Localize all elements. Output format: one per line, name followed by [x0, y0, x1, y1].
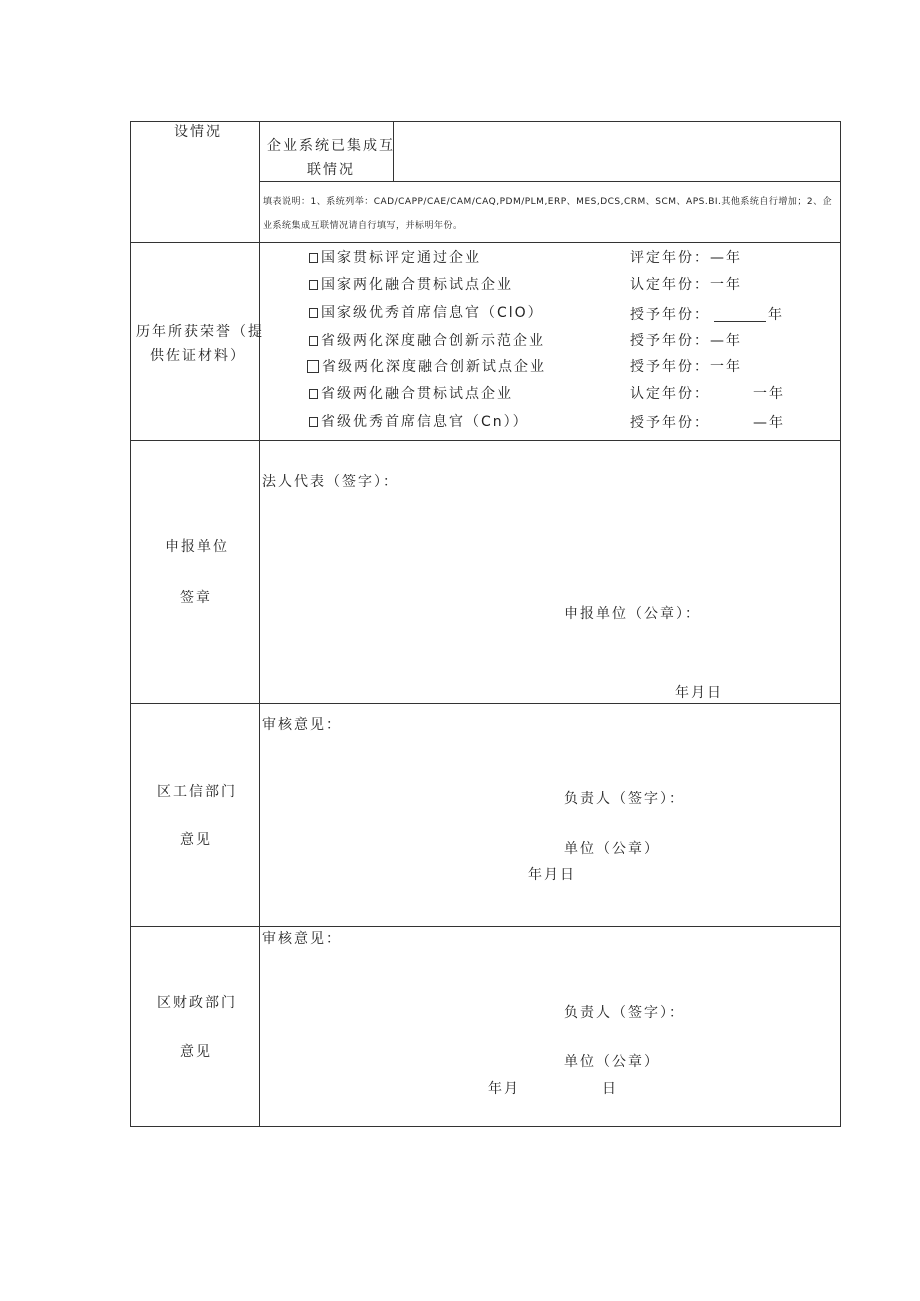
table-right-border	[840, 121, 841, 1127]
checkbox-icon[interactable]	[307, 360, 319, 373]
integration-label-line1: 企业系统已集成互	[267, 138, 395, 154]
table-left-border	[130, 121, 131, 1127]
it-dept-label-line2: 意见	[180, 832, 212, 848]
honor-item-4[interactable]: 省级两化深度融合创新示范企业	[309, 331, 545, 351]
finance-dept-date-day[interactable]: 日	[602, 1081, 618, 1097]
legal-rep-signature[interactable]: 法人代表（签字）：	[262, 474, 399, 490]
integration-label-line2: 联情况	[307, 162, 355, 178]
finance-dept-label-line2: 意见	[180, 1044, 212, 1060]
honor-year-3-suffix: 年	[768, 307, 784, 323]
it-dept-label-line1: 区工信部门	[157, 784, 237, 800]
honor-item-2[interactable]: 国家两化融合贯标试点企业	[309, 275, 513, 295]
applicant-label-line2: 签章	[180, 590, 212, 606]
honor-year-1: 评定年份：—年	[630, 250, 742, 266]
checkbox-icon[interactable]	[309, 308, 318, 318]
honor-item-3[interactable]: 国家级优秀首席信息官（ClO）	[309, 303, 544, 323]
row-divider-4	[130, 926, 841, 927]
checkbox-icon[interactable]	[309, 417, 318, 427]
checkbox-icon[interactable]	[309, 389, 318, 399]
year-blank-line[interactable]	[714, 321, 766, 322]
honors-label-line1: 历年所获荣誉（提	[136, 324, 264, 340]
it-dept-opinion[interactable]: 审核意见：	[262, 717, 342, 733]
honor-year-7-suffix: —年	[753, 415, 785, 431]
checkbox-icon[interactable]	[309, 253, 318, 263]
it-dept-unit-seal[interactable]: 单位（公章）	[564, 841, 660, 857]
applicant-label-line1: 申报单位	[165, 539, 229, 555]
honors-label-line2: 供佐证材料）	[150, 348, 246, 364]
it-dept-responsible-signature[interactable]: 负责人（签字）：	[564, 791, 685, 807]
honor-item-1[interactable]: 国家贯标评定通过企业	[309, 248, 481, 268]
applicant-date[interactable]: 年月日	[675, 685, 723, 701]
integration-input-cell[interactable]	[394, 122, 839, 180]
finance-dept-opinion[interactable]: 审核意见：	[262, 931, 342, 947]
finance-dept-responsible-signature[interactable]: 负责人（签字）：	[564, 1005, 685, 1021]
honor-year-5: 授予年份：一年	[630, 359, 742, 375]
row-divider-2	[130, 440, 841, 441]
applicant-unit-seal[interactable]: 申报单位（公章）：	[564, 606, 701, 622]
row-divider-3	[130, 703, 841, 704]
integration-note-divider	[259, 181, 841, 182]
finance-dept-unit-seal[interactable]: 单位（公章）	[564, 1054, 660, 1070]
it-dept-date[interactable]: 年月日	[528, 867, 576, 883]
table-bottom-border	[130, 1126, 841, 1127]
label-column-divider	[259, 121, 260, 1127]
honor-year-6-suffix: 一年	[753, 386, 785, 402]
system-row-label: 设情况	[174, 124, 222, 140]
honor-year-4: 授予年份：—年	[630, 333, 742, 349]
honor-item-7[interactable]: 省级优秀首席信息官（Cn））	[309, 412, 529, 432]
row-divider-1	[130, 242, 841, 243]
finance-dept-label-line1: 区财政部门	[157, 995, 237, 1011]
honor-item-6[interactable]: 省级两化融合贯标试点企业	[309, 384, 513, 404]
checkbox-icon[interactable]	[309, 336, 318, 346]
fill-note-line1: 填表说明：1、系统列举：CAD/CAPP/CAE/CAM/CAQ,PDM/PLM,ERP、MES,DCS,CRM、SCM、APS.BI.其他系统自行增加；2、企	[263, 197, 833, 207]
honor-year-7-label: 授予年份：	[630, 415, 710, 431]
finance-dept-date-year-month[interactable]: 年月	[488, 1081, 520, 1097]
honor-year-6-label: 认定年份：	[630, 386, 710, 402]
honor-item-5[interactable]: 省级两化深度融合创新试点企业	[307, 357, 546, 377]
honor-year-2: 认定年份：一年	[630, 277, 742, 293]
fill-note-line2: 业系统集成互联情况请自行填写，并标明年份。	[263, 221, 463, 231]
honor-year-3: 授予年份：	[630, 307, 710, 323]
checkbox-icon[interactable]	[309, 280, 318, 290]
